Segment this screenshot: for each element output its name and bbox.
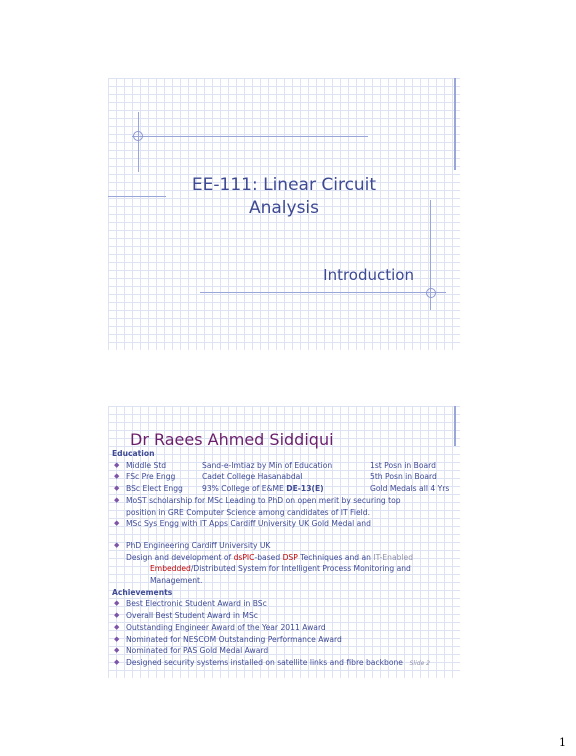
slide-body (112, 448, 466, 669)
list-item: ◆ FSc Pre Engg Cadet College Hasanabdal 5th Posn in Board (112, 471, 466, 483)
list-item: ◆ MSc Sys Engg with IT Apps Cardiff University UK Gold Medal and (112, 518, 466, 530)
list-item: ◆ Best Electronic Student Award in BSc (112, 598, 466, 610)
list-item: ◆ Nominated for PAS Gold Medal Award (112, 645, 466, 657)
page-number: 1 (559, 736, 566, 749)
design-line: Management. (150, 576, 203, 586)
list-item: ◆ Designed security systems installed on satellite links and fibre backbone (112, 657, 466, 669)
slide-title (108, 174, 460, 220)
title-line-2: Analysis (248, 198, 320, 218)
deco-circle (426, 288, 436, 298)
list-item: ◆ Nominated for NESCOM Outstanding Performance Award (112, 634, 466, 646)
education-heading: Education (112, 449, 155, 458)
list-item: ◆ Middle Std Sand-e-Imtiaz by Min of Education 1st Posn in Board (112, 460, 466, 472)
title-line-1: EE-111: Linear Circuit (191, 175, 377, 195)
presenter-name: Dr Raees Ahmed Siddiqui (130, 430, 334, 449)
deco-line (454, 406, 456, 446)
slide-1 (108, 78, 460, 350)
slide-2 (108, 406, 460, 678)
list-item-continuation: position in GRE Computer Science among candidates of IT Field. (126, 507, 370, 517)
design-line: Embedded/Distributed System for Intelligent Process Monitoring and (150, 564, 411, 574)
list-item: ◆ Outstanding Engineer Award of the Year 2011 Award (112, 622, 466, 634)
achievements-heading: Achievements (112, 587, 173, 597)
slide-subtitle: Introduction (323, 266, 414, 284)
deco-line (138, 112, 139, 172)
deco-line (132, 136, 368, 137)
list-item: ◆ BSc Elect Engg 93% College of E&ME DE-13(E) Gold Medals all 4 Yrs (112, 483, 466, 495)
deco-line (200, 292, 446, 293)
design-line: Design and development of dsPIC-based DSP Techniques and an IT-Enabled (126, 552, 414, 562)
slide-number: Slide 2 (409, 660, 430, 667)
deco-circle (133, 131, 143, 141)
deco-line (454, 78, 456, 170)
list-item: ◆ Overall Best Student Award in MSc (112, 610, 466, 622)
list-item: ◆ MoST scholarship for MSc Leading to PhD on open merit by securing top (112, 495, 466, 507)
list-item: ◆ PhD Engineering Cardiff University UK (112, 540, 466, 552)
